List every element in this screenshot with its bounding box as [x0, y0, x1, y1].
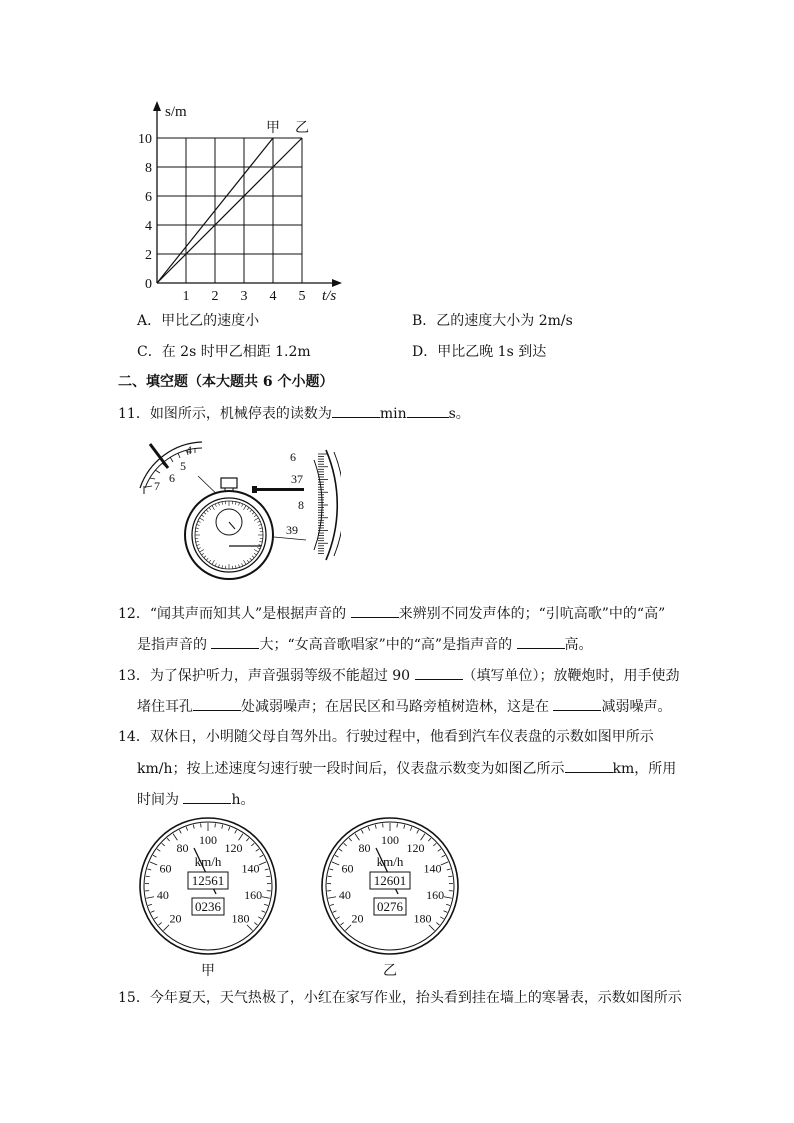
- q13-text-b: （填写单位）；放鞭炮时，用手使劲: [462, 668, 680, 684]
- q12-line1: [118, 603, 665, 624]
- minute-needle: [150, 444, 168, 468]
- trip-value: 0236: [195, 899, 221, 914]
- x-tick-label: 2: [211, 289, 219, 304]
- q11-blank-sec: [407, 403, 449, 418]
- y-tick-label: 0: [145, 277, 152, 292]
- q12-text-e: 高。: [564, 637, 593, 653]
- speed-scale-label: 140: [241, 861, 260, 876]
- q12-text-c: 是指声音的: [137, 637, 212, 653]
- q14-text-c: 时间为: [137, 792, 184, 808]
- small-dial-5: 5: [180, 459, 186, 473]
- q12-blank-1: [351, 603, 399, 618]
- q12-text-d: 大；“女高音歌唱家”中的“高”是指声音的: [259, 637, 517, 653]
- speed-scale-label: 80: [358, 840, 371, 855]
- speed-scale-label: 60: [159, 861, 172, 876]
- small-dial-4: 4: [186, 443, 192, 457]
- y-tick-label: 6: [145, 190, 152, 205]
- speedometer-jia: [138, 812, 278, 982]
- y-tick-label: 8: [145, 161, 152, 176]
- q11-text: [118, 403, 470, 424]
- speedometer-yi: [320, 812, 460, 982]
- large-dial-8: 8: [298, 498, 304, 512]
- q13-text-c: 堵住耳孔: [137, 699, 193, 715]
- q14-line2: [137, 758, 676, 779]
- speed-scale-label: 120: [224, 840, 243, 855]
- odometer-value: 12561: [191, 873, 225, 888]
- speed-scale-label: 40: [156, 887, 169, 902]
- q14-text-a: km/h；按上述速度匀速行驶一段时间后，仪表盘示数变为如图乙所示: [137, 761, 565, 777]
- series-line-1: [157, 138, 302, 283]
- y-tick-label: 10: [138, 132, 152, 147]
- q14-line3: [137, 789, 254, 810]
- q10-option-b: B．乙的速度大小为 2m/s: [412, 313, 573, 329]
- speed-scale-label: 80: [176, 840, 189, 855]
- speedometer-label: 乙: [383, 964, 397, 979]
- q13-text-a: 13．为了保护听力，声音强弱等级不能超过 90: [118, 668, 415, 684]
- speed-scale-label: 120: [406, 840, 425, 855]
- stopwatch-figure: [136, 438, 341, 583]
- q10-option-d: D．甲比乙晚 1s 到达: [412, 344, 547, 360]
- x-axis-arrow: [332, 279, 342, 287]
- speed-scale-label: 20: [351, 911, 364, 926]
- q13-blank-3: [553, 696, 601, 711]
- q12-line2: [137, 634, 593, 655]
- q13-text-d: 处减弱噪声；在居民区和马路旁植树造林，这是在: [241, 699, 554, 715]
- large-dial-37: 37: [291, 472, 303, 486]
- y-tick-label: 4: [145, 219, 152, 234]
- small-dial-6: 6: [169, 471, 175, 485]
- second-needle: [254, 488, 304, 491]
- speed-scale-label: 180: [413, 911, 432, 926]
- q14-text-d: h。: [231, 792, 255, 808]
- y-tick-label: 2: [145, 248, 152, 263]
- q12-text-b: 来辨别不同发声体的；“引吭高歌”中的“高”: [398, 606, 666, 622]
- speed-scale-label: 60: [341, 861, 354, 876]
- large-dial-39: 39: [286, 523, 298, 537]
- q11-prefix: 11．如图所示，机械停表的读数为: [118, 406, 332, 422]
- speed-unit: km/h: [194, 854, 222, 869]
- odometer-value: 12601: [373, 873, 407, 888]
- x-axis-label: t/s: [322, 288, 337, 304]
- q13-line2: [137, 696, 671, 717]
- speed-scale-label: 160: [244, 887, 263, 902]
- q14-text-b: km，所用: [612, 761, 677, 777]
- st-graph: [130, 98, 360, 308]
- speed-unit: km/h: [376, 854, 404, 869]
- section-2-title: 二、填空题（本大题共 6 个小题）: [118, 374, 334, 390]
- series-label-1: 乙: [295, 121, 309, 136]
- x-tick-label: 4: [269, 289, 277, 304]
- q11-mid: min: [379, 406, 407, 422]
- q13-text-e: 减弱噪声。: [601, 699, 672, 715]
- q13-blank-2: [193, 696, 241, 711]
- q14-blank-2: [183, 789, 231, 804]
- q11-suffix: s。: [448, 406, 470, 422]
- q12-blank-3: [517, 634, 565, 649]
- q13-line1: [118, 665, 680, 686]
- x-tick-label: 1: [182, 289, 190, 304]
- x-tick-label: 5: [298, 289, 306, 304]
- y-axis-arrow: [153, 101, 161, 111]
- q15-line1: 15．今年夏天，天气热极了，小红在家写作业，抬头看到挂在墙上的寒暑表，示数如图所示: [118, 990, 682, 1006]
- speed-scale-label: 40: [338, 887, 351, 902]
- speedometer-label: 甲: [201, 964, 215, 979]
- speed-scale-label: 160: [426, 887, 445, 902]
- large-dial-6: 6: [290, 450, 296, 464]
- trip-value: 0276: [377, 899, 403, 914]
- q14-blank-1: [565, 758, 613, 773]
- q12-text-a: 12．“闻其声而知其人”是根据声音的: [118, 606, 351, 622]
- q13-blank-1: [415, 665, 463, 680]
- q10-option-a: A．甲比乙的速度小: [137, 313, 260, 329]
- x-tick-label: 3: [240, 289, 248, 304]
- speed-scale-label: 100: [381, 833, 399, 847]
- q12-blank-2: [211, 634, 259, 649]
- q10-option-c: C．在 2s 时甲乙相距 1.2m: [137, 344, 311, 360]
- y-axis-label: s/m: [165, 104, 187, 120]
- speed-scale-label: 180: [231, 911, 250, 926]
- series-label-0: 甲: [266, 121, 280, 136]
- q14-line1: 14．双休日，小明随父母自驾外出。行驶过程中，他看到汽车仪表盘的示数如图甲所示: [118, 729, 654, 745]
- speed-scale-label: 100: [199, 833, 217, 847]
- q11-blank-min: [332, 403, 380, 418]
- small-dial-7: 7: [154, 479, 160, 493]
- speed-scale-label: 20: [169, 911, 182, 926]
- speed-scale-label: 140: [423, 861, 442, 876]
